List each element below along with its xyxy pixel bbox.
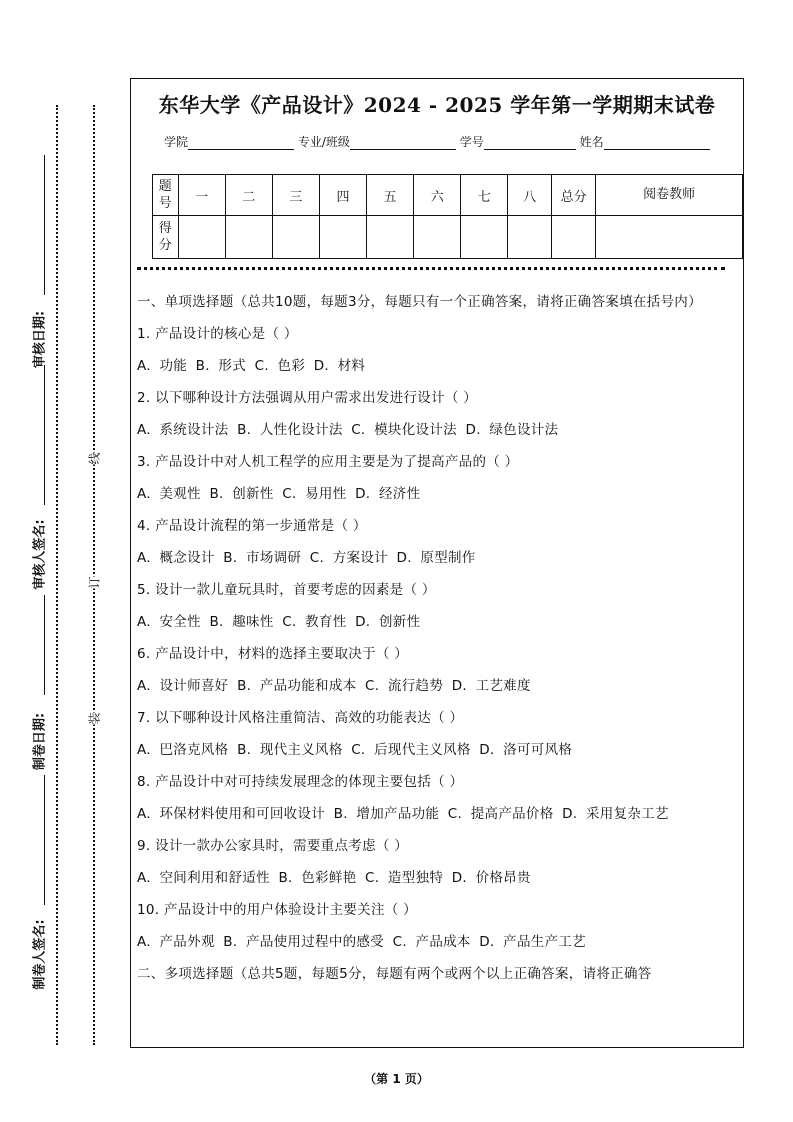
header-item: 八 bbox=[508, 175, 552, 216]
dotted-line-right bbox=[93, 105, 95, 1045]
signature-line-reviewer bbox=[44, 365, 46, 505]
header-question-no: 题号 bbox=[153, 175, 179, 216]
question-options: A. 系统设计法 B. 人性化设计法 C. 模块化设计法 D. 绿色设计法 bbox=[137, 422, 559, 438]
question: 3. 产品设计中对人机工程学的应用主要是为了提高产品的（ ） bbox=[137, 454, 519, 470]
header-item: 三 bbox=[272, 175, 319, 216]
question-options: A. 环保材料使用和可回收设计 B. 增加产品功能 C. 提高产品价格 D. 采用复杂工艺 bbox=[137, 806, 669, 822]
score-table-header-row bbox=[153, 175, 743, 216]
dotted-line-left bbox=[56, 105, 58, 1045]
header-item: 一 bbox=[178, 175, 225, 216]
label-review-date: 审核日期: bbox=[32, 310, 48, 369]
question-options: A. 空间利用和舒适性 B. 色彩鲜艳 C. 造型独特 D. 价格昂贵 bbox=[137, 870, 531, 886]
field-label-college: 学院 bbox=[164, 135, 189, 149]
field-label-major: 专业/班级 bbox=[297, 135, 350, 149]
score-cell[interactable] bbox=[508, 216, 552, 259]
score-cell[interactable] bbox=[461, 216, 508, 259]
field-blank-major[interactable] bbox=[350, 137, 456, 150]
question-options: A. 美观性 B. 创新性 C. 易用性 D. 经济性 bbox=[137, 486, 421, 502]
cut-char-bind: 订 bbox=[84, 576, 105, 588]
question: 4. 产品设计流程的第一步通常是（ ） bbox=[137, 518, 367, 534]
score-cell[interactable] bbox=[178, 216, 225, 259]
header-item: 六 bbox=[414, 175, 461, 216]
signature-line-review-date bbox=[44, 155, 46, 295]
score-cell[interactable] bbox=[367, 216, 414, 259]
exam-frame bbox=[130, 78, 744, 1048]
student-info-row bbox=[164, 133, 710, 150]
dotted-separator bbox=[137, 267, 725, 270]
signature-line-make-date bbox=[44, 595, 46, 695]
score-table bbox=[152, 174, 743, 259]
field-blank-college[interactable] bbox=[188, 137, 294, 150]
exam-title: 东华大学《产品设计》2024 - 2025 学年第一学期期末试卷 bbox=[158, 93, 716, 117]
header-grader: 阅卷教师 bbox=[596, 175, 743, 216]
score-cell[interactable] bbox=[272, 216, 319, 259]
field-label-student-id: 学号 bbox=[459, 135, 484, 149]
question-options: A. 巴洛克风格 B. 现代主义风格 C. 后现代主义风格 D. 洛可可风格 bbox=[137, 742, 573, 758]
question: 7. 以下哪种设计风格注重简洁、高效的功能表达（ ） bbox=[137, 710, 464, 726]
page-number: （第 1 页） bbox=[364, 1072, 429, 1086]
cut-char-line: 线 bbox=[84, 452, 105, 464]
cut-char-install: 装 bbox=[84, 712, 105, 724]
field-label-name: 姓名 bbox=[579, 135, 604, 149]
question: 2. 以下哪种设计方法强调从用户需求出发进行设计（ ） bbox=[137, 390, 478, 406]
question-options: A. 产品外观 B. 产品使用过程中的感受 C. 产品成本 D. 产品生产工艺 bbox=[137, 934, 586, 950]
field-blank-name[interactable] bbox=[604, 137, 710, 150]
header-item: 四 bbox=[319, 175, 366, 216]
question-options: A. 设计师喜好 B. 产品功能和成本 C. 流行趋势 D. 工艺难度 bbox=[137, 678, 531, 694]
row-label-score: 得分 bbox=[153, 216, 179, 259]
section-heading: 一、单项选择题（总共10题，每题3分，每题只有一个正确答案，请将正确答案填在括号内） bbox=[137, 294, 702, 310]
header-item: 七 bbox=[461, 175, 508, 216]
question: 1. 产品设计的核心是（ ） bbox=[137, 326, 298, 342]
question-options: A. 功能 B. 形式 C. 色彩 D. 材料 bbox=[137, 358, 366, 374]
question: 6. 产品设计中，材料的选择主要取决于（ ） bbox=[137, 646, 409, 662]
question: 10. 产品设计中的用户体验设计主要关注（ ） bbox=[137, 902, 417, 918]
label-maker-signature: 制卷人签名: bbox=[32, 919, 48, 990]
score-cell[interactable] bbox=[319, 216, 366, 259]
label-make-date: 制卷日期: bbox=[32, 712, 48, 771]
header-total: 总分 bbox=[551, 175, 595, 216]
score-cell[interactable] bbox=[551, 216, 595, 259]
field-blank-student-id[interactable] bbox=[484, 137, 576, 150]
signature-line-maker bbox=[44, 775, 46, 905]
score-cell[interactable] bbox=[414, 216, 461, 259]
score-table-score-row bbox=[153, 216, 743, 259]
question-options: A. 概念设计 B. 市场调研 C. 方案设计 D. 原型制作 bbox=[137, 550, 476, 566]
header-item: 五 bbox=[367, 175, 414, 216]
header-item: 二 bbox=[225, 175, 272, 216]
label-reviewer-signature: 审核人签名: bbox=[32, 519, 48, 590]
score-cell[interactable] bbox=[225, 216, 272, 259]
question: 9. 设计一款办公家具时，需要重点考虑（ ） bbox=[137, 838, 409, 854]
grader-cell[interactable] bbox=[596, 216, 743, 259]
question: 8. 产品设计中对可持续发展理念的体现主要包括（ ） bbox=[137, 774, 464, 790]
section-heading: 二、多项选择题（总共5题，每题5分，每题有两个或两个以上正确答案，请将正确答 bbox=[137, 966, 652, 982]
exam-content bbox=[137, 291, 737, 995]
question-options: A. 安全性 B. 趣味性 C. 教育性 D. 创新性 bbox=[137, 614, 421, 630]
question: 5. 设计一款儿童玩具时，首要考虑的因素是（ ） bbox=[137, 582, 436, 598]
